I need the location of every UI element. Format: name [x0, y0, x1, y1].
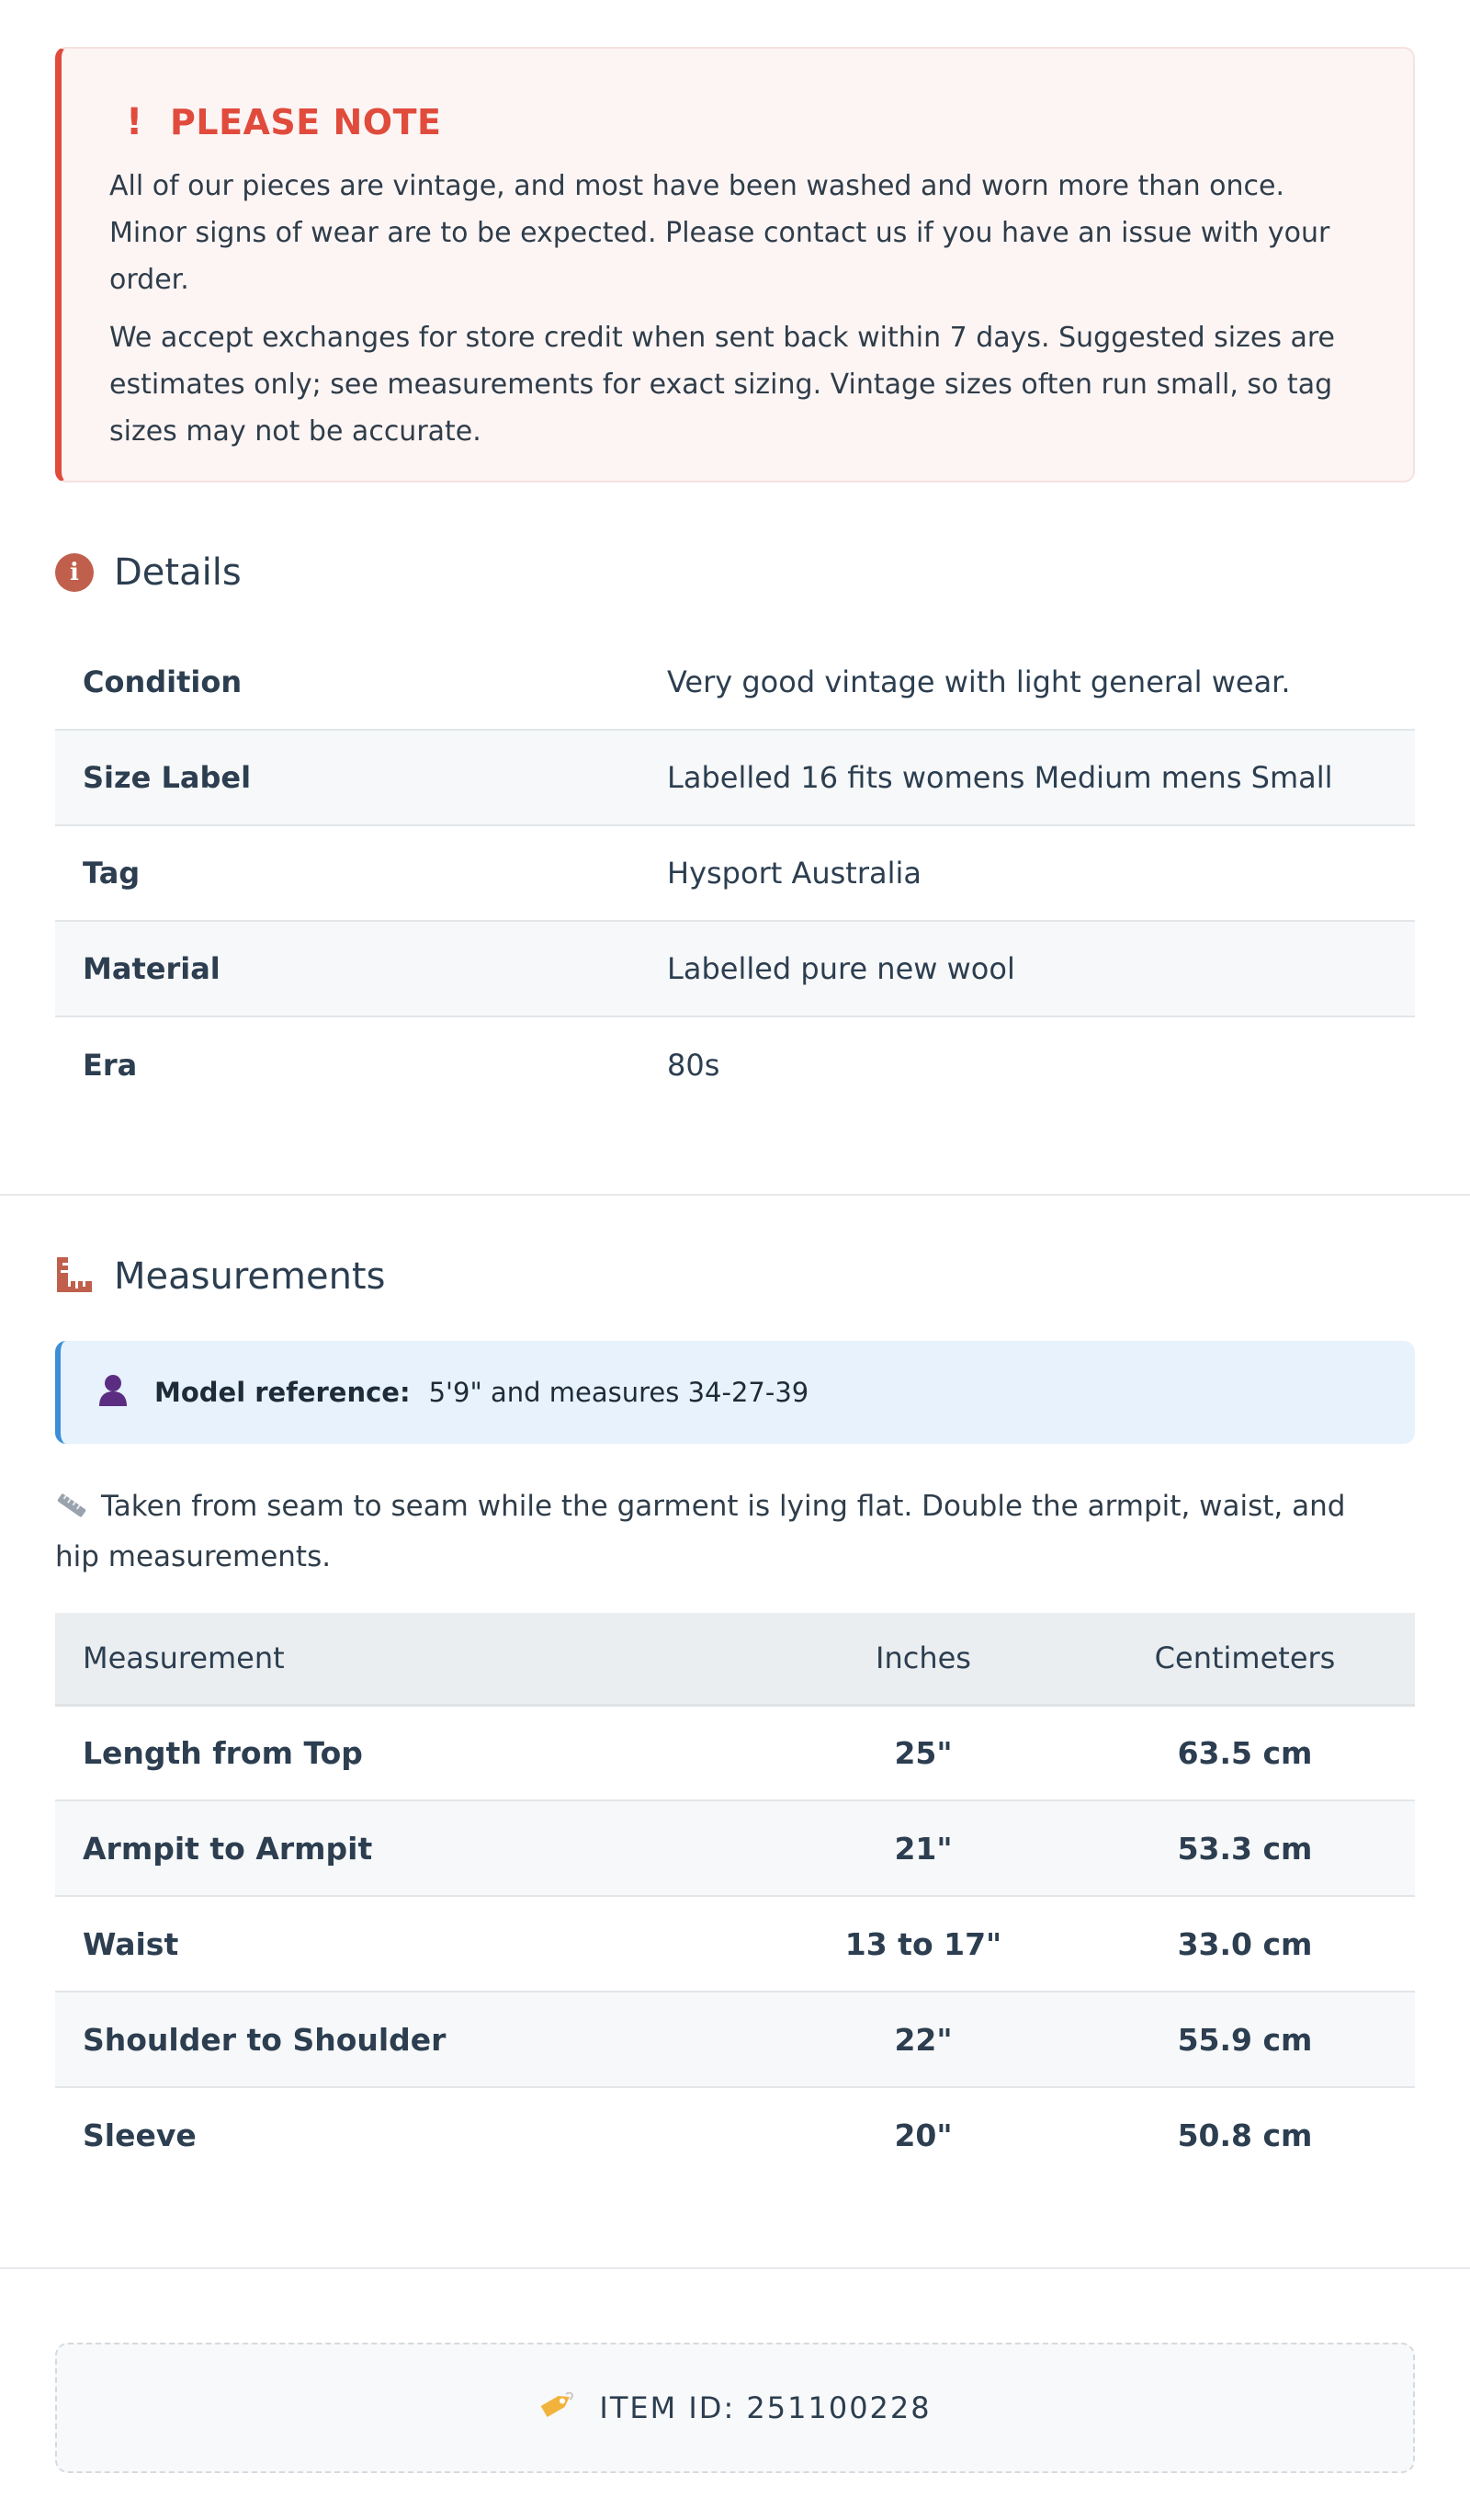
measurement-name: Armpit to Armpit — [55, 1800, 772, 1896]
measurement-name: Length from Top — [55, 1705, 772, 1800]
measurement-instructions — [55, 1483, 1360, 1581]
model-reference-label: Model reference: — [154, 1377, 411, 1408]
measurement-inches: 21" — [772, 1800, 1075, 1896]
tag-icon — [538, 2389, 575, 2427]
item-id-label: ITEM ID: 251100228 — [599, 2390, 932, 2425]
measurement-name: Waist — [55, 1896, 772, 1992]
details-value: Hysport Australia — [667, 825, 1415, 921]
details-label: Material — [55, 921, 667, 1016]
table-row — [55, 1800, 1415, 1896]
details-header — [55, 550, 242, 596]
measurement-name: Sleeve — [83, 2117, 197, 2153]
note-header — [109, 102, 1367, 142]
measurements-header — [55, 1254, 385, 1300]
details-row — [55, 825, 1415, 921]
details-row — [55, 921, 1415, 1016]
measurement-cm: 50.8 cm — [1177, 2117, 1313, 2153]
measurement-cm: 53.3 cm — [1075, 1800, 1415, 1896]
details-row — [55, 634, 1415, 730]
details-value: 80s — [667, 1047, 720, 1083]
note-paragraph: All of our pieces are vintage, and most have been washed and worn more than once. Minor signs of wear are to be expected. Please contact us if you have an issue with your order. — [109, 170, 1330, 296]
table-row — [55, 1705, 1415, 1800]
measurement-inches: 20" — [894, 2117, 953, 2153]
section-divider — [0, 2267, 1470, 2269]
measurement-inches: 13 to 17" — [772, 1896, 1075, 1992]
person-icon — [97, 1373, 129, 1413]
model-reference-value: 5'9" and measures 34-27-39 — [428, 1377, 809, 1408]
note-title: PLEASE NOTE — [170, 102, 442, 142]
item-id-box — [55, 2343, 1415, 2473]
model-reference-box — [55, 1341, 1415, 1444]
details-title: Details — [114, 551, 242, 594]
table-row — [55, 1992, 1415, 2087]
table-row — [55, 2087, 1415, 2183]
please-note-box — [55, 47, 1415, 482]
details-label: Era — [83, 1047, 138, 1083]
note-paragraph: We accept exchanges for store credit when sent back within 7 days. Suggested sizes are estimates only; see measurements for exact sizing. Vintage sizes often run small, so tag sizes may not be accurate. — [109, 322, 1336, 448]
column-header: Centimeters — [1075, 1613, 1415, 1705]
measurements-table — [55, 1613, 1415, 2183]
measurements-title: Measurements — [114, 1255, 386, 1298]
measurement-inches: 25" — [772, 1705, 1075, 1800]
details-value: Labelled pure new wool — [667, 921, 1415, 1016]
measurement-name: Shoulder to Shoulder — [55, 1992, 772, 2087]
table-header-row — [55, 1613, 1415, 1705]
ruler-icon — [55, 1255, 94, 1298]
details-value: Labelled 16 fits womens Medium mens Small — [667, 730, 1415, 825]
info-icon: i — [55, 553, 94, 592]
details-table — [55, 634, 1415, 1112]
section-divider — [0, 1194, 1470, 1196]
measurement-cm: 63.5 cm — [1075, 1705, 1415, 1800]
ruler-pencil-icon — [55, 1487, 88, 1534]
details-label: Tag — [55, 825, 667, 921]
exclamation-icon: ! — [126, 101, 143, 143]
measurement-cm: 33.0 cm — [1075, 1896, 1415, 1992]
details-row — [55, 730, 1415, 825]
details-label: Size Label — [55, 730, 667, 825]
column-header: Measurement — [55, 1613, 772, 1705]
table-row — [55, 1896, 1415, 1992]
measurement-inches: 22" — [772, 1992, 1075, 2087]
details-row — [55, 1016, 1415, 1112]
details-label: Condition — [55, 634, 667, 730]
details-value: Very good vintage with light general wear. — [667, 634, 1415, 730]
measurement-cm: 55.9 cm — [1075, 1992, 1415, 2087]
measurement-note: Taken from seam to seam while the garment is lying flat. Double the armpit, waist, and hip measurements. — [55, 1490, 1346, 1573]
column-header: Inches — [772, 1613, 1075, 1705]
